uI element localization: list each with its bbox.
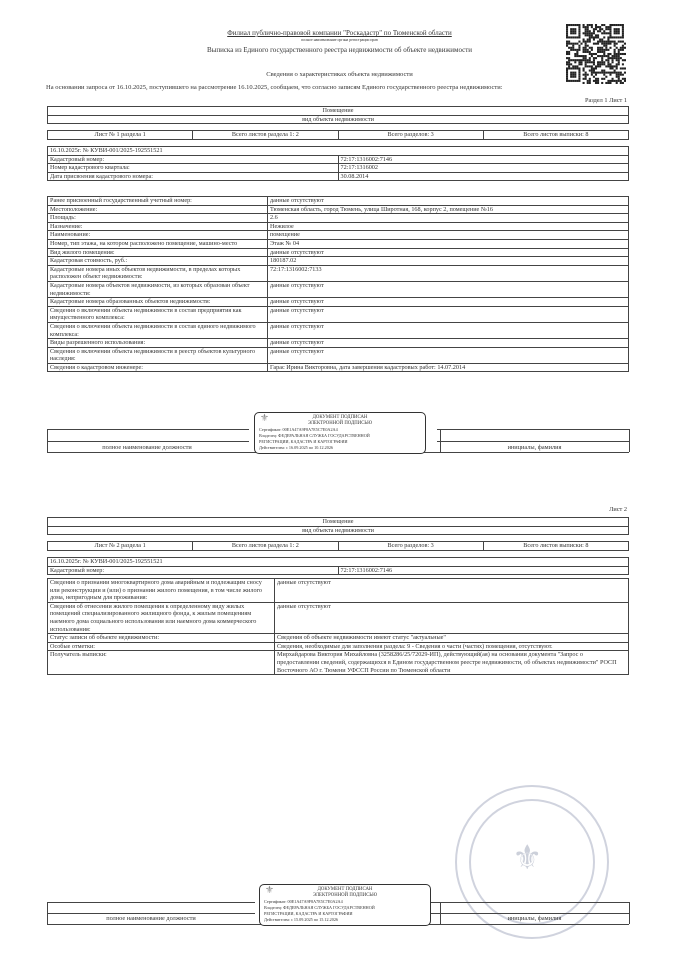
field-label: Ранее присвоенный государственный учетный номер: [48, 197, 268, 206]
document-subtitle: Сведения о характеристиках объекта недвижимости [266, 71, 413, 78]
field-value: 2.6 [268, 214, 629, 223]
field-value: 72:17:1316002 [338, 164, 629, 173]
field-label: Номер кадастрового квартала: [48, 164, 339, 173]
table-row [48, 265, 629, 281]
table-row [48, 306, 629, 322]
field-label: Виды разрешенного использования: [48, 339, 268, 348]
field-label: Кадастровые номера объектов недвижимости, из которых образован объект недвижимости: [48, 281, 268, 297]
document-title: Выписка из Единого государственного реестра недвижимости об объекте недвижимости [206, 46, 473, 54]
stamp-owner-cont: РЕГИСТРАЦИИ, КАДАСТРА И КАРТОГРАФИИ [264, 911, 353, 916]
field-label: Кадастровый номер: [48, 155, 339, 164]
section-sheets-total: Всего листов раздела 1: 2 [193, 131, 338, 140]
object-type-caption: вид объекта недвижимости [48, 115, 629, 124]
stamp-certificate: Сертификат: 00E1A47A9F8A7E5C7E0A2A4 [264, 899, 343, 904]
table-row [48, 363, 629, 372]
object-type: Помещение [48, 107, 629, 116]
sheet-number: Лист № 1 раздела 1 [48, 131, 193, 140]
field-value: Тюменская область, город Тюмень, улица Широтная, 168, корпус 2, помещение №16 [268, 205, 629, 214]
field-label: Вид жилого помещения: [48, 248, 268, 257]
characteristics-table-2 [47, 578, 629, 675]
field-label: Площадь: [48, 214, 268, 223]
field-label: Кадастровая стоимость, руб.: [48, 257, 268, 266]
table-row [48, 339, 629, 348]
table-row [48, 566, 629, 575]
object-type-caption: вид объекта недвижимости [48, 526, 629, 535]
field-value: Нежилое [268, 222, 629, 231]
emblem-icon: ⚜ [265, 885, 274, 896]
field-label: Номер, тип этажа, на котором расположено помещение, машино-место [48, 239, 268, 248]
field-value: 72:17:1316002:7133 [268, 265, 629, 281]
field-value: Гарас Ирина Викторовна, дата завершения кадастровых работ: 14.07.2014 [268, 363, 629, 372]
table-row [48, 172, 629, 181]
field-value: Этаж № 04 [268, 239, 629, 248]
stamp-subtitle: ЭЛЕКТРОННОЙ ПОДПИСЬЮ [307, 421, 373, 426]
field-value: 72:17:1316002:7146 [338, 155, 629, 164]
field-label: Сведения о кадастровом инженере: [48, 363, 268, 372]
field-value: данные отсутствуют [275, 579, 629, 603]
field-value: помещение [268, 231, 629, 240]
emblem-icon: ⚜ [260, 413, 269, 424]
field-value: данные отсутствуют [268, 248, 629, 257]
table-row [48, 239, 629, 248]
sections-total: Всего разделов: 3 [338, 542, 483, 551]
table-row [48, 231, 629, 240]
field-value: Мирхайдарова Виктория Михайловна (3258286/25/72029-ИП), действующий(ая) на основании документа "Запрос о предоставлении сведений, содержащихся в Едином государственном реестре недвижимости, об объектах недвижимости" РОСП Восточного АО г. Тюмени УФССП России по Тюменской области [275, 651, 629, 675]
request-number: 16.10.2025г. № КУВИ-001/2025-192551521 [48, 147, 629, 156]
field-label: Кадастровый номер: [48, 566, 339, 575]
table-row [48, 634, 629, 643]
field-value: данные отсутствуют [268, 322, 629, 338]
electronic-signature-stamp [259, 884, 431, 926]
stamp-validity: Действителен: с 15.09.2025 по 15.12.2026 [264, 917, 339, 922]
identification-table-2 [47, 557, 629, 575]
stamp-validity: Действителен: с 16.09.2025 по 10.12.2026 [259, 445, 334, 450]
field-value: данные отсутствуют [268, 306, 629, 322]
field-label: Получатель выписки: [48, 651, 275, 675]
organization-caption: полное наименование органа регистрации прав [301, 38, 378, 42]
table-row [48, 205, 629, 214]
object-type: Помещение [48, 518, 629, 527]
table-row [48, 214, 629, 223]
table-row [48, 579, 629, 603]
stamp-title: ДОКУМЕНТ ПОДПИСАН [317, 887, 373, 892]
table-row [48, 651, 629, 675]
table-row [48, 197, 629, 206]
table-row [48, 155, 629, 164]
table-row [48, 222, 629, 231]
field-label: Сведения об отнесении жилого помещения к определенному виду жилых помещений специализированного жилищного фонда, к жилым помещениям наемного дома социального использования или наемного дома коммерческого использования: [48, 602, 275, 633]
field-label: Кадастровые номера образованных объектов недвижимости: [48, 298, 268, 307]
field-value: Сведения, необходимые для заполнения раздела: 9 - Сведения о части (частях) помещения, отсутствуют. [275, 642, 629, 651]
field-value: данные отсутствуют [268, 281, 629, 297]
section-sheets-total: Всего листов раздела 1: 2 [193, 542, 338, 551]
name-caption: инициалы, фамилия [507, 915, 562, 922]
field-label: Сведения о включении объекта недвижимости в реестр объектов культурного наследия: [48, 347, 268, 363]
section-label: Раздел 1 Лист 1 [584, 97, 627, 104]
table-row [48, 281, 629, 297]
field-value: данные отсутствуют [268, 347, 629, 363]
extract-sheets-total: Всего листов выписки: 8 [483, 131, 628, 140]
sheet-counters-2 [47, 541, 629, 551]
sections-total: Всего разделов: 3 [338, 131, 483, 140]
extract-sheets-total: Всего листов выписки: 8 [483, 542, 628, 551]
field-value: 180187.02 [268, 257, 629, 266]
table-row [48, 164, 629, 173]
field-value: данные отсутствуют [268, 339, 629, 348]
sheet-counters [47, 130, 629, 140]
field-value: данные отсутствуют [268, 298, 629, 307]
table-row [48, 642, 629, 651]
field-label: Сведения о включении объекта недвижимости в состав предприятия как имущественного комплекса: [48, 306, 268, 322]
sheet-label: Лист 2 [609, 506, 627, 513]
table-row [48, 248, 629, 257]
table-row [48, 347, 629, 363]
qr-code-icon [566, 24, 626, 84]
position-caption: полное наименование должности [106, 915, 196, 922]
field-label: Статус записи об объекте недвижимости: [48, 634, 275, 643]
field-label: Сведения о включении объекта недвижимости в состав единого недвижимого комплекса: [48, 322, 268, 338]
table-row [48, 322, 629, 338]
field-value: данные отсутствуют [268, 197, 629, 206]
intro-text: На основании запроса от 16.10.2025, поступившего на рассмотрение 16.10.2025, сообщаем, что согласно записям Единого государственного реестра недвижимости: [46, 84, 503, 91]
field-label: Сведения о признании многоквартирного дома аварийным и подлежащим сносу или реконструкции и (или) о признании жилого помещения, в том числе жилого дома, непригодным для проживания: [48, 579, 275, 603]
table-row [48, 298, 629, 307]
table-row [48, 602, 629, 633]
field-value: 72:17:1316002:7146 [338, 566, 629, 575]
round-seal-icon: ⚜ [455, 785, 609, 939]
stamp-title: ДОКУМЕНТ ПОДПИСАН [312, 415, 368, 420]
electronic-signature-stamp [254, 412, 426, 454]
name-caption: инициалы, фамилия [507, 444, 562, 451]
field-label: Наименование: [48, 231, 268, 240]
stamp-owner: Владелец: ФЕДЕРАЛЬНАЯ СЛУЖБА ГОСУДАРСТВЕННОЙ [264, 905, 375, 910]
object-type-block-2 [47, 517, 629, 535]
field-label: Кадастровые номера иных объектов недвижимости, в пределах которых расположен объект недвижимости: [48, 265, 268, 281]
position-caption: полное наименование должности [102, 444, 192, 451]
request-number: 16.10.2025г. № КУВИ-001/2025-192551521 [48, 558, 629, 567]
field-value: Сведения об объекте недвижимости имеют статус "актуальные" [275, 634, 629, 643]
identification-table [47, 146, 629, 181]
table-row [48, 257, 629, 266]
stamp-subtitle: ЭЛЕКТРОННОЙ ПОДПИСЬЮ [312, 893, 378, 898]
stamp-certificate: Сертификат: 00E1A47A9F8A7E5C7E0A2A4 [259, 427, 338, 432]
organization-name: Филиал публично-правовой компании "Роскадастр" по Тюменской области [227, 29, 452, 37]
field-label: Местоположение: [48, 205, 268, 214]
sheet-number: Лист № 2 раздела 1 [48, 542, 193, 551]
field-label: Назначение: [48, 222, 268, 231]
field-value: данные отсутствуют [275, 602, 629, 633]
field-value: 30.08.2014 [338, 172, 629, 181]
object-type-block [47, 106, 629, 124]
stamp-owner-cont: РЕГИСТРАЦИИ, КАДАСТРА И КАРТОГРАФИИ [259, 439, 348, 444]
characteristics-table [47, 196, 629, 372]
field-label: Дата присвоения кадастрового номера: [48, 172, 339, 181]
stamp-owner: Владелец: ФЕДЕРАЛЬНАЯ СЛУЖБА ГОСУДАРСТВЕННОЙ [259, 433, 370, 438]
field-label: Особые отметки: [48, 642, 275, 651]
